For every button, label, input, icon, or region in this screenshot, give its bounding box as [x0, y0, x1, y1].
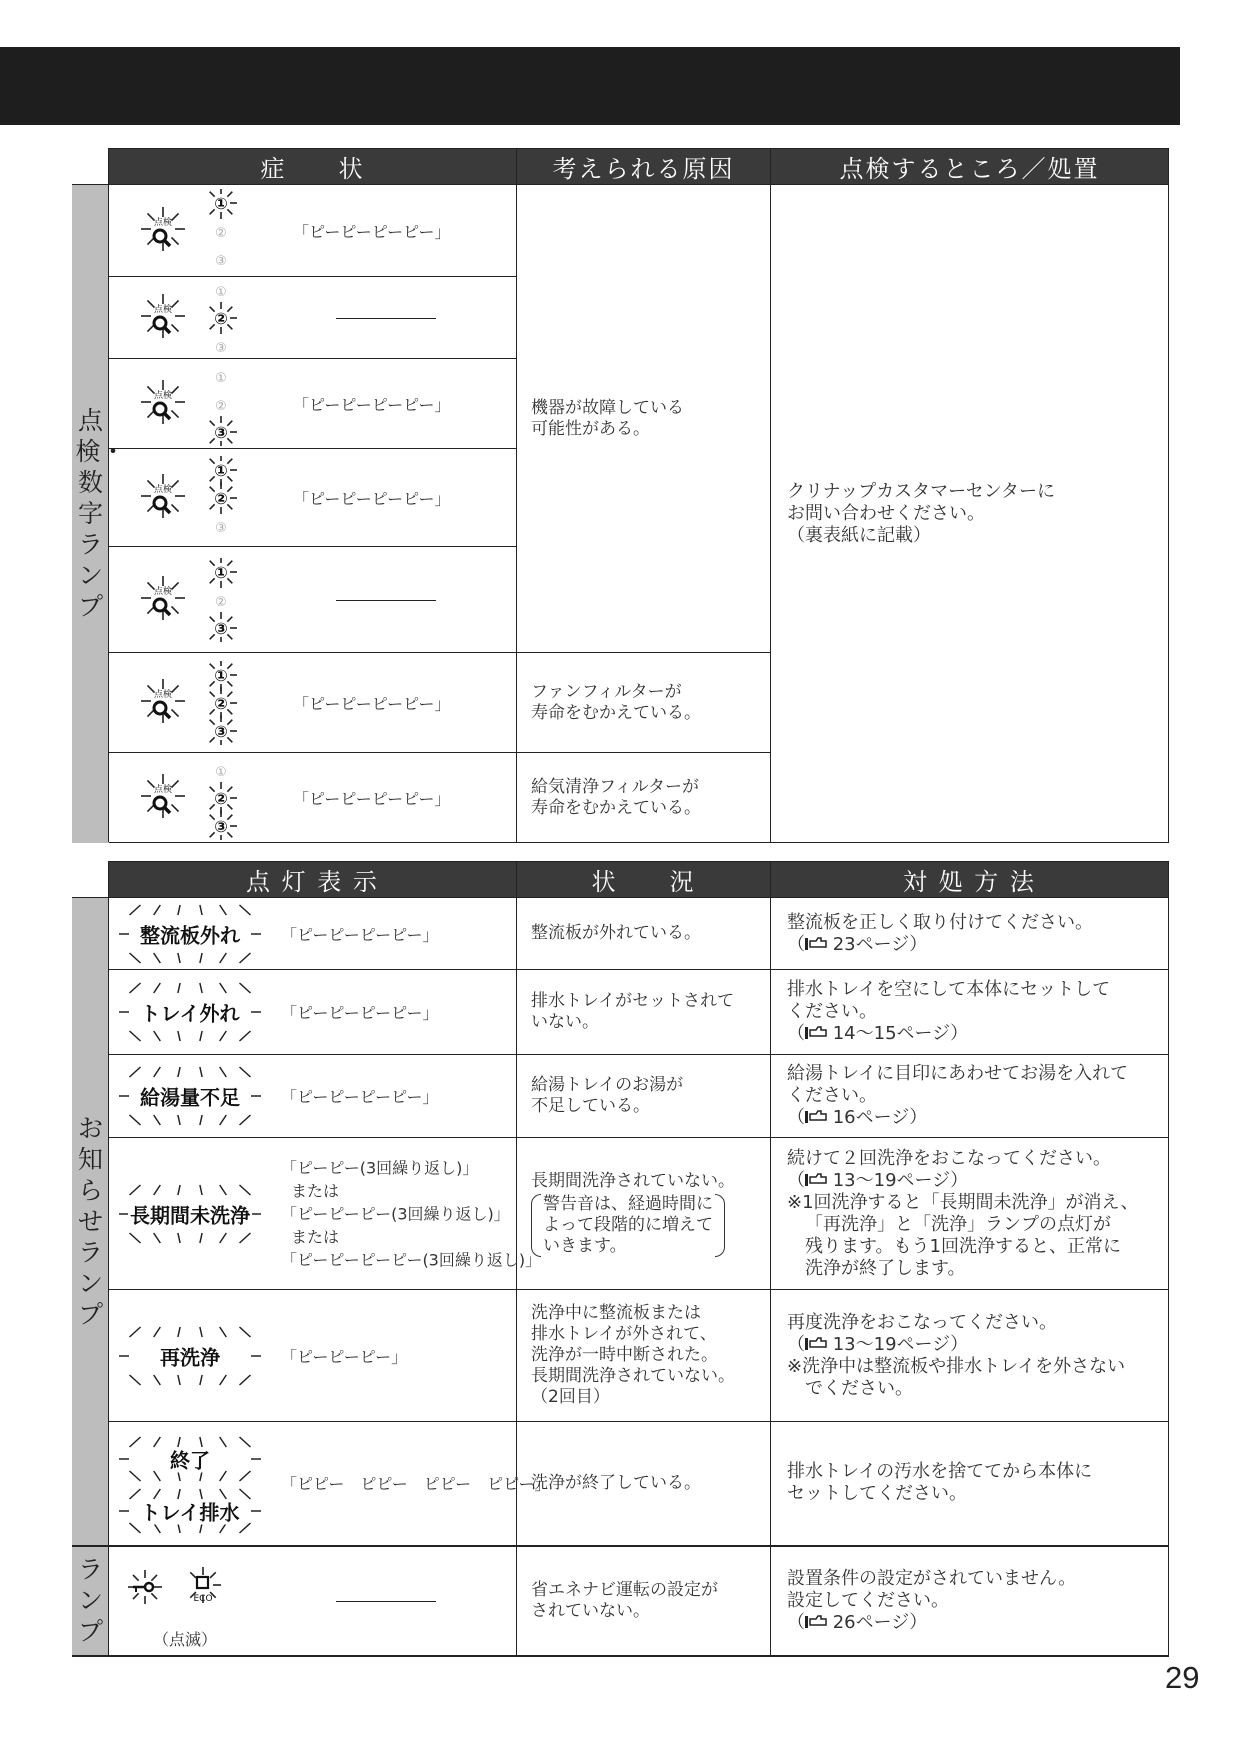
- svg-text:①: ①: [214, 193, 228, 213]
- svg-text:点検: 点検: [153, 484, 173, 495]
- pointing-hand-icon: [805, 1337, 827, 1351]
- reference-text: 13〜19ページ: [827, 1169, 951, 1191]
- page-reference: （ 13〜19ページ）: [787, 1169, 969, 1191]
- notice-lamp-table: [72, 861, 1169, 1657]
- svg-text:①: ①: [214, 562, 228, 582]
- indicator-row-eco: [109, 1546, 517, 1656]
- pointing-hand-icon: [805, 1110, 827, 1124]
- symptom-row-6: [109, 653, 517, 753]
- svg-text:②: ②: [214, 488, 228, 508]
- lamp-indicators: [139, 558, 247, 642]
- alert-sound: 「ピーピーピーピー」: [293, 395, 451, 414]
- svg-text:③: ③: [214, 721, 228, 741]
- symptom-row-2: [109, 277, 517, 359]
- page-reference: （ 14〜15ページ）: [787, 1023, 969, 1044]
- situation-rewash: 洗浄中に整流板または 排水トレイが外されて、 洗浄が一時中断された。 長期間洗浄されていない。 （2回目）: [517, 1290, 771, 1422]
- page-reference: （ 13〜19ページ）: [787, 1333, 969, 1355]
- inspection-lamp-table: [72, 148, 1169, 843]
- no-sound-line: [336, 1601, 436, 1602]
- svg-text:点検: 点検: [153, 390, 173, 401]
- indicator-lamp: [115, 1179, 265, 1249]
- lamp-indicators: [139, 661, 247, 745]
- indicator-label: 長期間未洗浄: [130, 1203, 250, 1227]
- indicator-row-longterm: [109, 1138, 542, 1290]
- side-label-lamp: ランプ: [73, 1546, 109, 1656]
- svg-text:②: ②: [214, 308, 228, 328]
- indicator-label: 整流板外れ: [140, 923, 240, 947]
- lamp-indicators: [139, 756, 247, 840]
- indicator-lamp: [115, 899, 265, 969]
- indicator-label: トレイ外れ: [140, 1001, 240, 1026]
- header-situation: 状 況: [517, 862, 771, 898]
- indicator-lamp: [115, 1061, 265, 1131]
- header-remedy: 対 処 方 法: [771, 862, 1169, 898]
- indicator-row-water: 給湯量不足 「ピーピーピーピー」: [109, 1055, 517, 1138]
- remedy-baffle: 整流板を正しく取り付けてください。 （ 23ページ）: [771, 898, 1169, 970]
- indicator-lamp: [115, 977, 265, 1047]
- reference-text: 16ページ: [827, 1107, 910, 1128]
- indicator-lamp: [115, 1431, 265, 1487]
- svg-text:①: ①: [214, 460, 228, 480]
- svg-text:①: ①: [215, 764, 227, 780]
- symptom-row-7: [109, 753, 517, 843]
- indicator-row-finished: 終了 トレイ排水 「ピピー ピピー ピピー ピピー」: [109, 1422, 517, 1546]
- svg-text:②: ②: [215, 225, 227, 241]
- svg-text:③: ③: [214, 422, 228, 442]
- alert-sound: 「ピーピーピーピー」: [293, 222, 451, 241]
- pointing-hand-icon: [805, 1173, 827, 1187]
- blink-label: （点滅）: [153, 1629, 218, 1649]
- situation-baffle: 整流板が外れている。: [517, 898, 771, 970]
- remedy-eco: 設置条件の設定がされていません。 設定してください。 （ 26ページ）: [771, 1546, 1169, 1656]
- lamp-indicators: [139, 189, 247, 273]
- svg-text:点検: 点検: [153, 217, 173, 228]
- symptom-row-5: [109, 547, 517, 653]
- alert-sound: 「ピーピーピーピー」: [293, 694, 451, 713]
- header-symptom: 症 状: [109, 149, 517, 185]
- indicator-row-rewash: 再洗浄 「ピーピーピー」: [109, 1290, 517, 1422]
- lamp-indicators: [139, 456, 247, 540]
- svg-text:①: ①: [215, 370, 227, 386]
- svg-text:③: ③: [215, 253, 227, 269]
- situation-eco: 省エネナビ運転の設定が されていない。: [517, 1546, 771, 1656]
- page-number: 29: [1165, 1660, 1200, 1695]
- no-sound-line: [336, 318, 436, 319]
- indicator-row-baffle: 整流板外れ 「ピーピーピーピー」: [109, 898, 517, 970]
- page-reference: （ 26ページ）: [787, 1611, 928, 1633]
- remedy-tray: 排水トレイを空にして本体にセットして ください。 （ 14〜15ページ）: [771, 970, 1169, 1055]
- reference-text: 23ページ: [827, 933, 910, 955]
- warning-note: 警告音は、経過時間に よって段階的に増えて いきます。: [531, 1194, 756, 1257]
- symptom-row-4: [109, 449, 517, 547]
- svg-text:②: ②: [215, 398, 227, 414]
- header-cause: 考えられる原因: [517, 149, 771, 185]
- header-action: 点検するところ／処置: [771, 149, 1169, 185]
- svg-text:③: ③: [215, 340, 227, 356]
- cause-fan-filter: ファンフィルターが 寿命をむかえている。: [517, 653, 771, 753]
- lamp-indicators: [139, 362, 247, 446]
- header-display: 点 灯 表 示: [109, 862, 517, 898]
- svg-text:②: ②: [215, 594, 227, 610]
- remedy-water: 給湯トレイに目印にあわせてお湯を入れて ください。 （ 16ページ）: [771, 1055, 1169, 1138]
- no-sound-line: [336, 600, 436, 601]
- symptom-row-1: [109, 185, 517, 277]
- remedy-rewash: 再度洗浄をおこなってください。 （ 13〜19ページ） ※洗浄中は整流板や排水トレイを外さない でください。: [771, 1290, 1169, 1422]
- situation-tray: 排水トレイがセットされて いない。: [517, 970, 771, 1055]
- pointing-hand-icon: [805, 937, 827, 951]
- svg-text:③: ③: [215, 520, 227, 536]
- cause-fault: 機器が故障している 可能性がある。: [517, 185, 771, 653]
- indicator-label: 再洗浄: [160, 1345, 220, 1369]
- side-label-inspection: 点検・数字ランプ: [73, 185, 109, 843]
- indicator-row-tray: トレイ外れ 「ピーピーピーピー」: [109, 970, 517, 1055]
- page-reference: （ 23ページ）: [787, 933, 928, 955]
- alert-sound: 「ピーピーピーピー」: [293, 789, 451, 808]
- reference-text: 13〜19ページ: [827, 1333, 951, 1355]
- svg-text:点検: 点検: [153, 304, 173, 315]
- situation-longterm: 長期間洗浄されていない。 警告音は、経過時間に よって段階的に増えて いきます。: [517, 1138, 771, 1290]
- indicator-label: 給湯量不足: [140, 1085, 240, 1110]
- svg-text:③: ③: [214, 618, 228, 638]
- alert-sound: 「ピーピーピーピー」: [293, 489, 451, 508]
- header-bar: [0, 47, 1180, 125]
- svg-text:点検: 点検: [153, 586, 173, 597]
- cause-supply-filter: 給気清浄フィルターが 寿命をむかえている。: [517, 753, 771, 843]
- side-label-notice: お知らせランプ: [73, 898, 109, 1546]
- remedy-finished: 排水トレイの汚水を捨ててから本体に セットしてください。: [771, 1422, 1169, 1546]
- pointing-hand-icon: [805, 1026, 827, 1040]
- situation-finished: 洗浄が終了している。: [517, 1422, 771, 1546]
- svg-text:③: ③: [214, 816, 228, 836]
- svg-text:①: ①: [214, 665, 228, 685]
- remedy-longterm: 続けて２回洗浄をおこなってください。 （ 13〜19ページ） ※1回洗浄すると「長期間未洗浄」が消え、 「再洗浄」と「洗浄」ランプの点灯が 残ります。もう1回洗浄すると、正常に 洗浄が終了します。: [771, 1138, 1169, 1290]
- situation-water: 給湯トレイのお湯が 不足している。: [517, 1055, 771, 1138]
- svg-text:①: ①: [215, 284, 227, 300]
- svg-text:②: ②: [214, 788, 228, 808]
- action-contact: クリナップカスタマーセンターに お問い合わせください。 （裏表紙に記載）: [771, 185, 1169, 843]
- svg-text:②: ②: [214, 693, 228, 713]
- svg-text:点検: 点検: [153, 784, 173, 795]
- longterm-sounds: 「ピーピー(3回繰り返し)」 または 「ピーピーピー(3回繰り返し)」 または 「ピーピーピーピー(3回繰り返し)」: [281, 1158, 542, 1269]
- eco-lamp-indicators: [123, 1557, 233, 1627]
- eco-text: ECO: [193, 1593, 213, 1604]
- indicator-label: 終了: [170, 1448, 210, 1473]
- reference-text: 26ページ: [827, 1611, 910, 1633]
- indicator-label: トレイ排水: [140, 1500, 240, 1525]
- symptom-row-3: [109, 359, 517, 449]
- reference-text: 14〜15ページ: [827, 1023, 951, 1044]
- indicator-lamp: [115, 1321, 265, 1391]
- svg-text:点検: 点検: [153, 689, 173, 700]
- pointing-hand-icon: [805, 1615, 827, 1629]
- page-reference: （ 16ページ）: [787, 1107, 928, 1128]
- indicator-lamp: [115, 1483, 265, 1539]
- lamp-indicators: [139, 276, 247, 360]
